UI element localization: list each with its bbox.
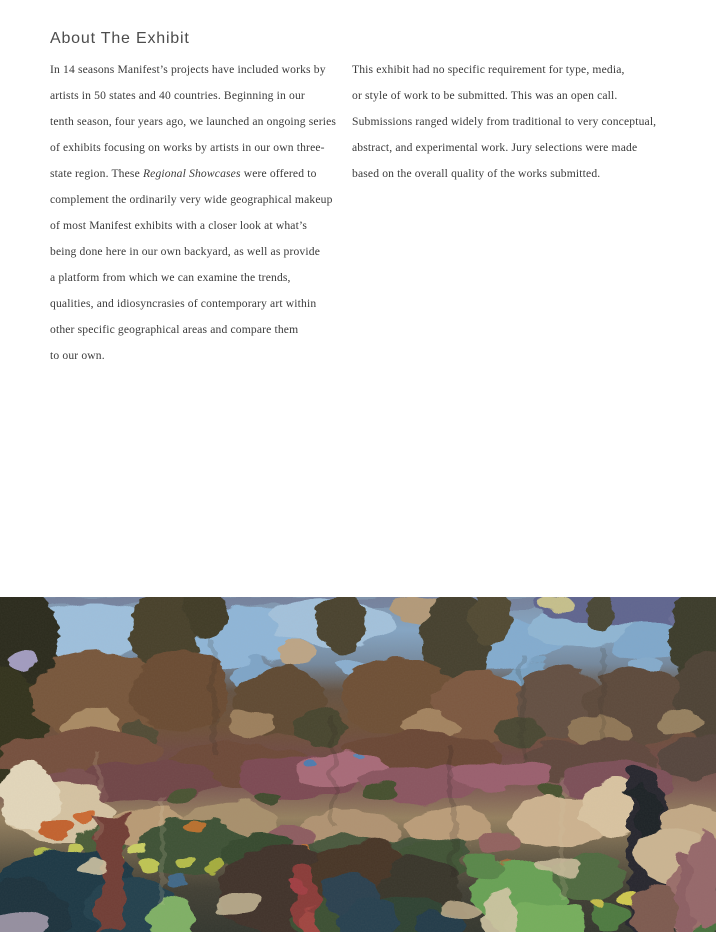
about-text-segment: state region. These (50, 167, 143, 180)
about-text-line: to our own. (50, 349, 105, 362)
about-text-line: abstract, and experimental work. Jury selections were made (352, 141, 638, 154)
about-text-line: being done here in our own backyard, as well as provide (50, 245, 320, 258)
about-text-line: tenth season, four years ago, we launched an ongoing series (50, 115, 337, 128)
about-text-line: other specific geographical areas and compare them (50, 323, 299, 336)
about-text-line: of most Manifest exhibits with a closer look at what’s (50, 219, 308, 232)
about-text-line: This exhibit had no specific requirement for type, media, (352, 63, 625, 76)
about-text-line: Submissions ranged widely from traditional to very conceptual, (352, 115, 657, 128)
about-text-line: or style of work to be submitted. This was an open call. (352, 89, 618, 102)
about-text-line: complement the ordinarily very wide geographical makeup (50, 193, 333, 206)
page-title: About The Exhibit (50, 30, 190, 47)
about-text-line: artists in 50 states and 40 countries. Beginning in our (50, 89, 305, 102)
about-text-line: qualities, and idiosyncrasies of contemporary art within (50, 297, 317, 310)
about-text-line: of exhibits focusing on works by artists in our own three- (50, 141, 325, 154)
about-text-line: a platform from which we can examine the trends, (50, 271, 291, 284)
about-text-line (50, 161, 346, 187)
about-text-line: In 14 seasons Manifest’s projects have included works by (50, 63, 326, 76)
about-text-segment: were offered to (240, 167, 317, 180)
about-text-italic-segment: Regional Showcases (142, 167, 241, 180)
exhibit-painting-image (0, 597, 716, 932)
about-text-line: based on the overall quality of the works submitted. (352, 167, 601, 180)
about-right-column (352, 57, 658, 187)
about-left-column (50, 57, 346, 369)
